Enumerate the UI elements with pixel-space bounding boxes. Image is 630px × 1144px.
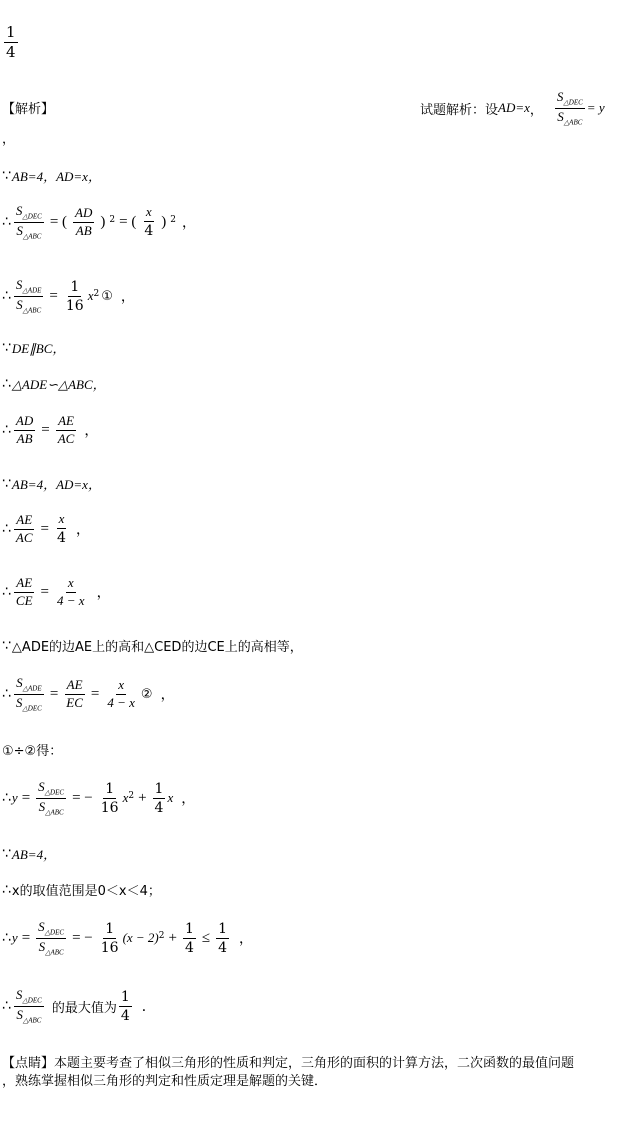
ac: AC (15, 529, 33, 545)
sixteen: 16 (100, 799, 119, 816)
minus: = − (72, 789, 93, 806)
exp: 2 (93, 289, 100, 300)
because-symbol: ∵ (2, 339, 11, 356)
analysis-label: 【解析】 (2, 102, 55, 117)
l5-text: △ADE∽△ABC， (11, 377, 106, 392)
line-9: ∴ $\frac{AE}{CE}$ = $\frac{x}{4 - x}$ ， (2, 575, 111, 608)
line-3: ∴ $\frac{S_{\triangle ADE}}{S_{\triangle ABC}}$ = $\frac{1}{16}$ x $^2$ ① ， (2, 277, 135, 315)
tail: ， (181, 215, 196, 232)
plus: + (138, 789, 147, 806)
s-dec-sub: △DEC (563, 98, 583, 107)
one: 1 (68, 279, 81, 297)
sub: △DEC (44, 928, 65, 937)
ae: AE (56, 414, 76, 431)
sub: △DEC (22, 704, 42, 713)
exp: 2 (128, 791, 135, 802)
four: 4 (120, 1007, 130, 1024)
ec: EC (66, 694, 83, 710)
sub: △ABC (45, 948, 64, 957)
analysis-intro (420, 90, 605, 126)
one: 1 (153, 781, 166, 799)
line-8: ∴ $\frac{AE}{AC}$ = $\frac{x}{4}$ ， (2, 511, 90, 546)
therefore-symbol: ∴ (2, 214, 11, 231)
circled-two: ② (140, 686, 153, 702)
line-6: ∴ $\frac{AD}{AB}$ = $\frac{AE}{AC}$ ， (2, 413, 99, 446)
line-17: ∴ $\frac{S_{\triangle DEC}}{S_{\triangle ABC}}$ 的最大值为 $\frac{1}{4}$ ． (2, 987, 156, 1025)
answer-den: 4 (6, 43, 16, 62)
therefore-symbol: ∴ (2, 422, 11, 439)
answer-num: 1 (4, 24, 18, 43)
tail: ， (84, 423, 99, 440)
ad: AD (73, 206, 94, 223)
one: 1 (183, 921, 196, 939)
four: 4 (184, 939, 194, 956)
sub: △DEC (22, 996, 42, 1005)
s-dec: S (556, 89, 564, 104)
sub: △ABC (22, 306, 42, 315)
s-abc: S (557, 108, 564, 124)
den: 4 − x (107, 694, 135, 710)
one: 1 (119, 989, 132, 1007)
ab: AB (75, 222, 92, 238)
l10-text: △ADE的边AE上的高和△CED的边CE上的高相等， (11, 640, 303, 655)
ac: AC (57, 430, 75, 446)
because-symbol: ∵ (2, 475, 11, 492)
comment-line-2: ，熟练掌握相似三角形的判定和性质定理是解题的关键． (2, 1074, 328, 1089)
y: y (11, 790, 18, 806)
s-abc-sub: △ABC (563, 118, 583, 127)
because-symbol: ∵ (2, 167, 11, 184)
sub: △ABC (45, 808, 64, 817)
sub: △ABC (22, 232, 42, 241)
therefore-symbol: ∴ (2, 881, 11, 898)
sub: △ADE (22, 684, 42, 693)
answer-frac (4, 24, 18, 62)
l15-text: x的取值范围是0＜x＜4； (11, 884, 161, 899)
sub: △ADE (22, 286, 42, 295)
plus: + (168, 929, 177, 946)
therefore-symbol: ∴ (2, 686, 11, 703)
four: 4 (218, 939, 228, 956)
l17-text: 的最大值为 (51, 1000, 117, 1016)
exp2: 2 (170, 215, 176, 226)
line-12: ①÷②得： (2, 744, 63, 759)
therefore-symbol: ∴ (2, 930, 11, 947)
l7-text: AB=4，AD=x， (11, 477, 101, 492)
x: x (87, 288, 94, 304)
paren: (x − 2) (122, 930, 159, 946)
tail: ． (141, 999, 156, 1016)
ce: CE (15, 592, 33, 608)
ab: AB (16, 430, 33, 446)
intro-sep: ， (529, 102, 543, 118)
l14-text: AB=4， (11, 847, 57, 862)
line-13: ∴ y = $\frac{S_{\triangle DEC}}{S_{\triangle ABC}}$ = − $\frac{1}{16}$ x $^2$ + $\frac{1}{4}$ x ， (2, 779, 196, 817)
therefore-symbol: ∴ (2, 288, 11, 305)
line-10 (2, 636, 303, 655)
tail: ， (239, 931, 254, 948)
line-11: ∴ $\frac{S_{\triangle ADE}}{S_{\triangle DEC}}$ = $\frac{AE}{EC}$ = $\frac{x}{4 - x}$ ② ， (2, 675, 175, 713)
ad: AD (14, 414, 35, 431)
comment-line-1 (2, 1052, 574, 1071)
four: 4 (57, 529, 66, 546)
sixteen: 16 (100, 939, 119, 956)
ae: AE (65, 678, 85, 695)
ratio-dec-abc (555, 90, 585, 126)
sub: △DEC (44, 788, 65, 797)
line-14 (2, 844, 56, 863)
l4-text: DE∥BC， (11, 341, 66, 356)
line-16: ∴ y = $\frac{S_{\triangle DEC}}{S_{\triangle ABC}}$ = − $\frac{1}{16}$ (x − 2) $^2$ + $\frac{1}{4}$ ≤ $\frac{1}{4}$ ， (2, 919, 254, 957)
answer-fraction (2, 24, 20, 62)
sub: △ABC (22, 1016, 42, 1025)
tail: ， (96, 585, 111, 602)
minus: = − (72, 929, 93, 946)
l1-text: AB=4，AD=x， (11, 169, 101, 184)
tail: ， (75, 522, 90, 539)
ae: AE (14, 576, 34, 593)
x: x (116, 678, 126, 695)
exp: 2 (158, 931, 165, 942)
tail: ， (120, 289, 135, 306)
exp: 2 (109, 215, 116, 226)
x: x (122, 790, 129, 806)
line-4 (2, 338, 65, 357)
one: 1 (216, 921, 229, 939)
line-2: ∴ $\frac{S_{\triangle DEC}}{S_{\triangle ABC}}$ = ( $\frac{AD}{AB}$ ) $^2$ = ( $\frac{x}{4}$ ) $^2$ ， (2, 203, 196, 241)
intro-text: 试题解析：设 (420, 102, 499, 118)
comma-line: ， (2, 132, 16, 147)
line-15 (2, 880, 161, 899)
circled-one: ① (101, 288, 113, 304)
line-1 (2, 166, 101, 185)
line-5 (2, 374, 106, 393)
therefore-symbol: ∴ (2, 790, 11, 807)
let-ad: AD=x (498, 100, 530, 116)
one: 1 (103, 921, 116, 939)
because-symbol: ∵ (2, 637, 11, 654)
therefore-symbol: ∴ (2, 521, 11, 538)
comment-label: 【点睛】 (2, 1056, 55, 1071)
one: 1 (103, 781, 116, 799)
comment-text-1: 本题主要考查了相似三角形的性质和判定，三角形的面积的计算方法，二次函数的最值问题 (54, 1056, 575, 1071)
x: x (66, 576, 76, 593)
y: y (11, 930, 18, 946)
le: ≤ (201, 929, 211, 946)
because-symbol: ∵ (2, 845, 11, 862)
x: x (57, 512, 67, 529)
x: x (167, 790, 174, 806)
four: 4 (154, 799, 164, 816)
therefore-symbol: ∴ (2, 584, 11, 601)
tail: ， (160, 687, 175, 704)
tail: ， (181, 791, 196, 808)
four: 4 (144, 223, 154, 240)
therefore-symbol: ∴ (2, 375, 11, 392)
x: x (144, 205, 154, 222)
sub: △DEC (22, 212, 42, 221)
eq-y: = y (586, 100, 605, 116)
therefore-symbol: ∴ (2, 998, 11, 1015)
ae: AE (14, 513, 34, 530)
line-7 (2, 474, 101, 493)
sixteen: 16 (65, 297, 84, 314)
den: 4 − x (57, 592, 85, 608)
